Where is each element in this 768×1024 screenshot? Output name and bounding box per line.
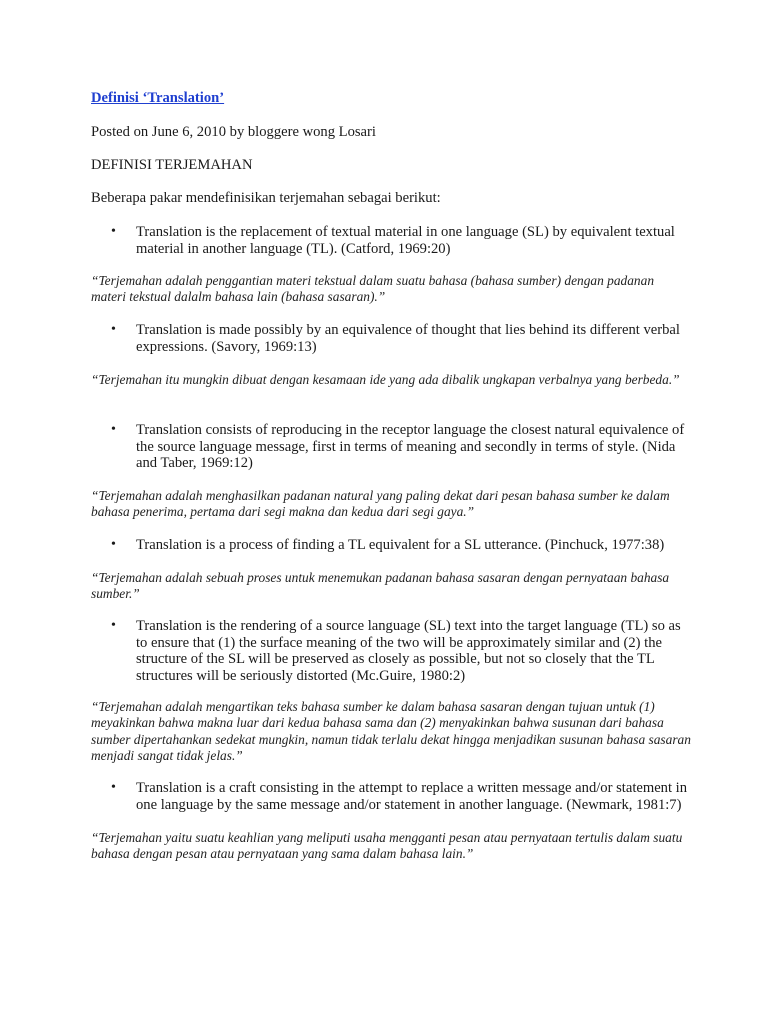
definition-item (91, 224, 691, 257)
bullet-icon: • (111, 618, 116, 633)
intro-text: Beberapa pakar mendefinisikan terjemahan sebagai berikut: (91, 190, 441, 206)
definition-item (91, 422, 691, 472)
definition-text: Translation consists of reproducing in the receptor language the closest natural equivalence of the source language message, first in terms of meaning and secondly in terms of style. (Nida and Taber, 1969:12) (136, 422, 685, 472)
post-meta: Posted on June 6, 2010 by bloggere wong Losari (91, 124, 376, 140)
section-heading: DEFINISI TERJEMAHAN (91, 157, 253, 173)
definition-item (91, 780, 691, 813)
definition-item (91, 322, 691, 355)
definition-item (91, 537, 691, 554)
definition-text: Translation is the rendering of a source language (SL) text into the target language (TL) so as to ensure that (1) the surface meaning of the two will be approximately similar and (2) the structure of the SL will be preserved as closely as possible, but not so closely that the TL structures will be seriously distorted (Mc.Guire, 1980:2) (136, 618, 681, 684)
bullet-icon: • (111, 537, 116, 552)
translation-quote: “Terjemahan adalah sebuah proses untuk menemukan padanan bahasa sasaran dengan pernyataan bahasa sumber.” (91, 570, 670, 602)
translation-quote: “Terjemahan adalah penggantian materi tekstual dalam suatu bahasa (bahasa sumber) dengan padanan materi tekstual dalalm bahasa lain (bahasa sasaran).” (91, 273, 655, 305)
translation-quote: “Terjemahan itu mungkin dibuat dengan kesamaan ide yang ada dibalik ungkapan verbalnya yang berbeda.” (91, 372, 680, 387)
post-title-link[interactable]: Definisi ‘Translation’ (91, 90, 225, 106)
translation-quote: “Terjemahan adalah menghasilkan padanan natural yang paling dekat dari pesan bahasa sumber ke dalam bahasa penerima, pertama dari segi makna dan kedua dari segi gaya.” (91, 488, 670, 520)
definition-item (91, 618, 691, 684)
definition-text: Translation is a process of finding a TL equivalent for a SL utterance. (Pinchuck, 1977:38) (136, 537, 665, 553)
translation-quote: “Terjemahan yaitu suatu keahlian yang meliputi usaha mengganti pesan atau pernyataan tertulis dalam suatu bahasa dengan pesan atau pernyataan yang sama dalam bahasa lain.” (91, 830, 683, 862)
definition-text: Translation is the replacement of textual material in one language (SL) by equivalent textual material in another language (TL). (Catford, 1969:20) (136, 224, 675, 257)
definition-text: Translation is a craft consisting in the attempt to replace a written message and/or statement in one language by the same message and/or statement in another language. (Newmark, 1981:7) (136, 780, 688, 813)
translation-quote: “Terjemahan adalah mengartikan teks bahasa sumber ke dalam bahasa sasaran dengan tujuan untuk (1) meyakinkan bahwa makna luar dari kedua bahasa sama dan (2) menyakinkan bahwa susunan dari bahasa sumber dipertahankan sedekat mungkin, namun tidak terlalu dekat hingga menjadikan susunan bahasa sasaran menjadi sangat tidak jelas.” (91, 699, 691, 764)
bullet-icon: • (111, 422, 116, 437)
bullet-icon: • (111, 322, 116, 337)
bullet-icon: • (111, 224, 116, 239)
bullet-icon: • (111, 780, 116, 795)
definition-text: Translation is made possibly by an equivalence of thought that lies behind its different verbal expressions. (Savory, 1969:13) (136, 322, 680, 355)
